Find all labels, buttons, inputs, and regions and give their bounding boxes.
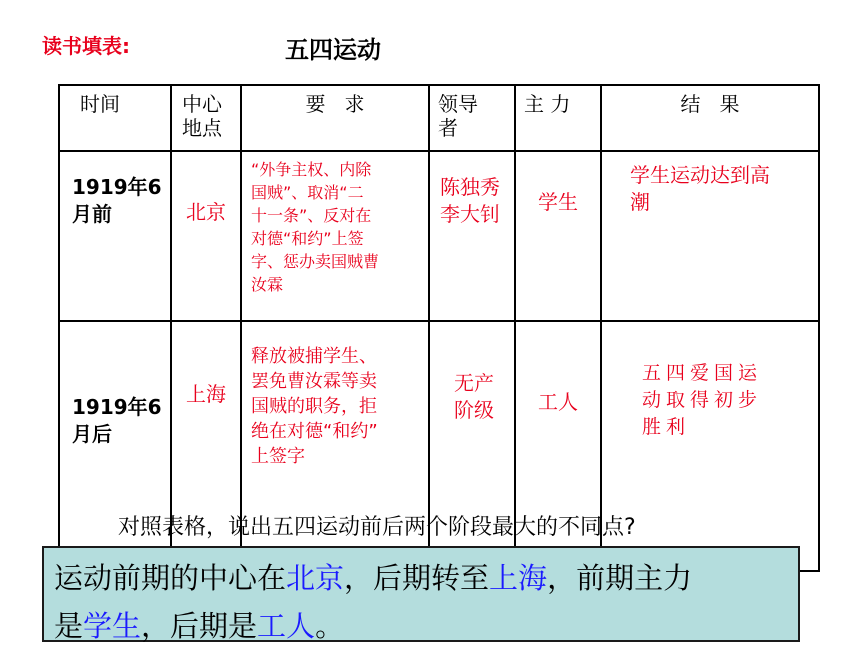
header-leader: 领导 者 <box>429 85 515 151</box>
answer-line-1 <box>54 556 692 597</box>
question-text: 对照表格，说出五四运动前后两个阶段最大的不同点? <box>118 515 636 540</box>
row1-place: 北京 <box>171 151 241 321</box>
comparison-table <box>58 84 820 572</box>
row1-leader: 陈独秀 李大钊 <box>429 151 515 321</box>
row2-result: 五四爱国运 动取得初步 胜利 <box>601 321 819 571</box>
table-header-row <box>59 85 819 151</box>
answer-text: ，后期转至 <box>344 561 490 595</box>
page-title: 五四运动 <box>285 36 381 64</box>
header-demand: 要 求 <box>241 85 429 151</box>
answer-text: 。 <box>315 609 345 643</box>
row2-force: 工人 <box>515 321 601 571</box>
read-fill-label: 读书填表: <box>42 34 130 58</box>
row1-force: 学生 <box>515 151 601 321</box>
answer-text: 运动前期的中心在 <box>54 561 287 595</box>
answer-highlight-beijing: 北京 <box>286 561 345 595</box>
table-row <box>59 151 819 321</box>
answer-text: ，前期主力 <box>547 561 693 595</box>
row2-time: 1919年6 月后 <box>59 321 171 571</box>
answer-box <box>42 546 800 642</box>
row1-result: 学生运动达到高 潮 <box>601 151 819 321</box>
answer-line-2 <box>54 604 344 645</box>
row2-demand: 释放被捕学生、 罢免曹汝霖等卖 国贼的职务，拒 绝在对德“和约” 上签字 <box>241 321 429 571</box>
header-result: 结 果 <box>601 85 819 151</box>
answer-highlight-workers: 工人 <box>257 609 316 643</box>
header-center: 中心 地点 <box>171 85 241 151</box>
answer-highlight-shanghai: 上海 <box>489 561 548 595</box>
row2-leader: 无产 阶级 <box>429 321 515 571</box>
row2-place: 上海 <box>171 321 241 571</box>
row1-time: 1919年6 月前 <box>59 151 171 321</box>
answer-text: ，后期是 <box>141 609 258 643</box>
header-force: 主 力 <box>515 85 601 151</box>
header-time: 时间 <box>59 85 171 151</box>
answer-text: 是 <box>54 609 84 643</box>
answer-highlight-students: 学生 <box>83 609 142 643</box>
row1-demand: “外争主权、内除 国贼”、取消“二 十一条”、反对在 对德“和约”上签 字、惩办卖国贼曹 汝霖 <box>241 151 429 321</box>
